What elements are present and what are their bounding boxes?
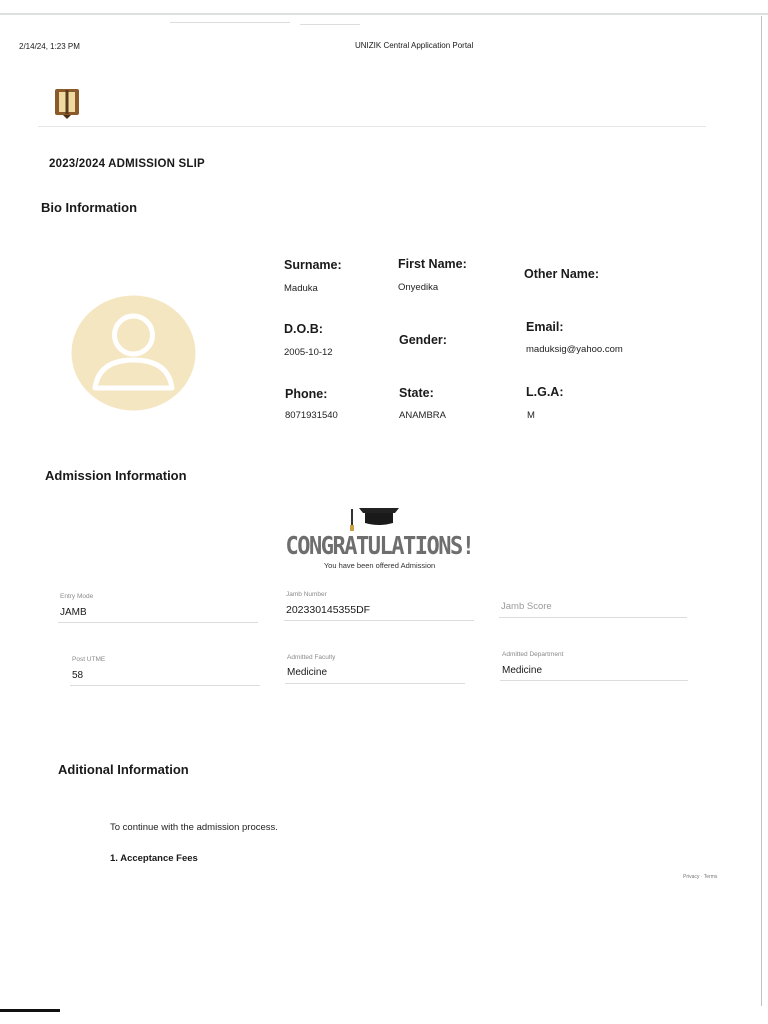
university-logo-icon xyxy=(52,86,82,120)
graduation-cap-icon xyxy=(347,503,407,533)
department-value: Medicine xyxy=(502,665,543,676)
email-label: Email: xyxy=(526,320,564,334)
other-name-label: Other Name: xyxy=(524,267,600,281)
bio-information-heading: Bio Information xyxy=(41,200,138,215)
lga-value: M xyxy=(527,410,535,421)
state-label: State: xyxy=(399,386,434,400)
admission-information-heading: Admission Information xyxy=(45,468,187,483)
jamb-score-underline xyxy=(499,617,687,618)
post-utme-underline xyxy=(70,685,260,686)
surname-value: Maduka xyxy=(284,283,318,294)
department-label: Admitted Department xyxy=(502,651,564,658)
entry-mode-label: Entry Mode xyxy=(60,593,94,600)
jamb-score-label: Jamb Score xyxy=(501,601,552,612)
phone-label: Phone: xyxy=(285,387,328,401)
faculty-label: Admitted Faculty xyxy=(287,654,336,661)
gender-label: Gender: xyxy=(399,333,447,347)
admission-process-text: To continue with the admission process. xyxy=(110,822,278,833)
lga-label: L.G.A: xyxy=(526,385,564,399)
footer-links[interactable]: Privacy · Terms xyxy=(683,874,718,880)
jamb-number-value: 202330145355DF xyxy=(286,604,371,616)
portal-title: UNIZIK Central Application Portal xyxy=(355,41,474,50)
scan-artifact xyxy=(170,22,290,23)
scan-artifact xyxy=(300,24,360,25)
post-utme-value: 58 xyxy=(72,670,84,681)
congratulations-banner: CONGRATULATIONS! xyxy=(285,532,474,561)
scan-edge-top xyxy=(0,13,768,15)
faculty-underline xyxy=(285,683,465,684)
entry-mode-underline xyxy=(58,622,258,623)
header-divider xyxy=(38,126,706,127)
acceptance-fees-item: 1. Acceptance Fees xyxy=(110,853,198,864)
page-title: 2023/2024 ADMISSION SLIP xyxy=(49,158,205,170)
dob-value: 2005-10-12 xyxy=(284,347,333,358)
state-value: ANAMBRA xyxy=(399,410,446,421)
post-utme-label: Post UTME xyxy=(72,656,106,663)
first-name-value: Onyedika xyxy=(398,282,439,293)
faculty-value: Medicine xyxy=(287,667,328,678)
jamb-number-underline xyxy=(284,620,474,621)
email-value: maduksig@yahoo.com xyxy=(526,344,623,355)
print-datetime: 2/14/24, 1:23 PM xyxy=(19,42,80,51)
department-underline xyxy=(500,680,688,681)
first-name-label: First Name: xyxy=(398,257,467,271)
avatar-placeholder-icon xyxy=(70,294,197,412)
additional-information-heading: Aditional Information xyxy=(58,762,189,777)
phone-value: 8071931540 xyxy=(285,410,338,421)
dob-label: D.O.B: xyxy=(284,322,323,336)
surname-label: Surname: xyxy=(284,258,342,272)
entry-mode-value: JAMB xyxy=(60,607,87,618)
scan-edge-bottom xyxy=(0,1009,60,1012)
jamb-number-label: Jamb Number xyxy=(286,591,327,598)
admission-offer-text: You have been offered Admission xyxy=(323,561,436,570)
scan-edge-right xyxy=(761,16,762,1006)
